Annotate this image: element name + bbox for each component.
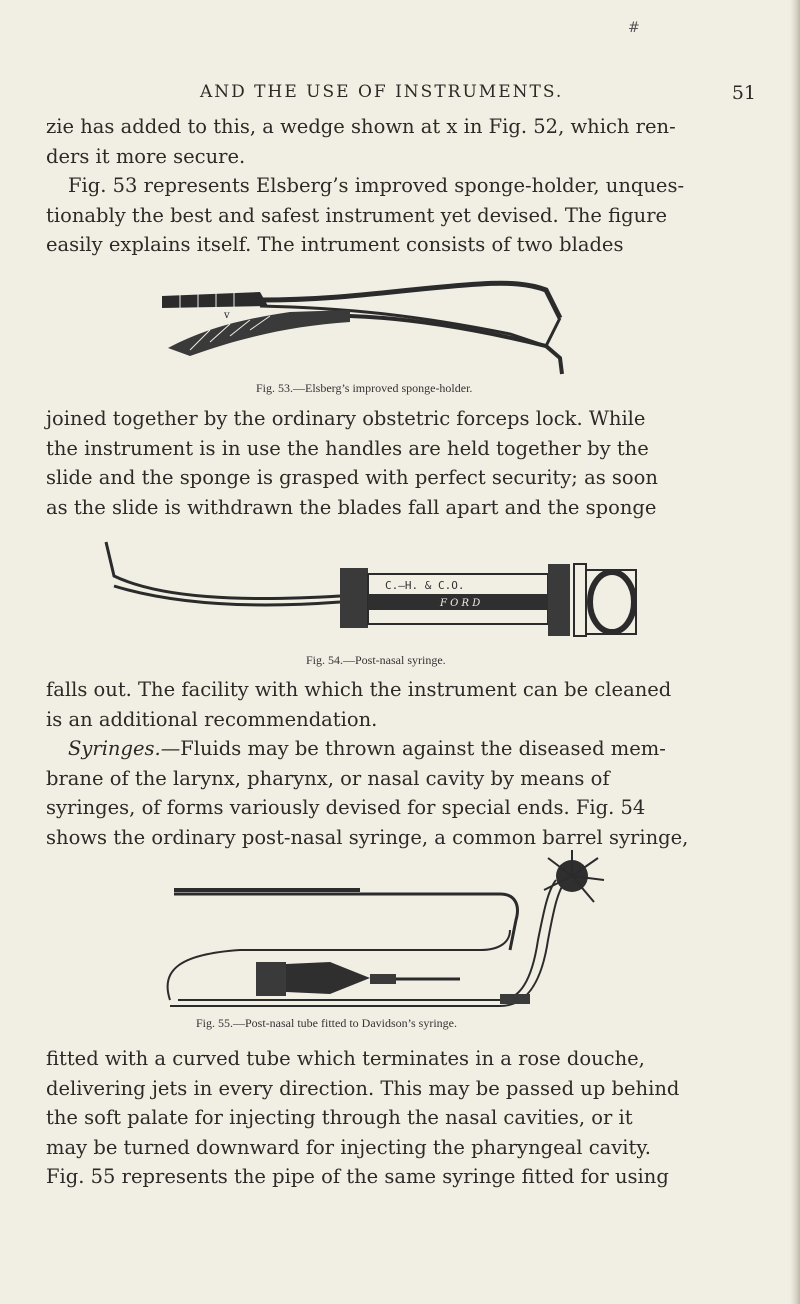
paragraph-1	[46, 112, 760, 260]
barrel-maker-mark: C.—H. & C.O.	[385, 579, 465, 592]
paragraph-3	[46, 675, 760, 852]
text-line: brane of the larynx, pharynx, or nasal cavity by means of	[46, 766, 610, 790]
text-line: slide and the sponge is grasped with perfect security; as soon	[46, 466, 658, 489]
text-line	[46, 734, 760, 764]
barrel-maker-mark-2: F O R D	[440, 598, 481, 609]
figure-55-caption: Fig. 55.—Post-nasal tube fitted to Davidson’s syringe.	[196, 1016, 457, 1030]
text-line: the instrument is in use the handles are held together by the	[46, 436, 649, 460]
text-fragment: —Fluids may be thrown against the diseased mem-	[160, 737, 666, 760]
text-line: ders it more secure.	[46, 144, 246, 168]
davidson-syringe-tube-illustration	[160, 850, 630, 1010]
corner-mark: #	[628, 20, 640, 36]
running-header	[46, 82, 756, 106]
page-number: 51	[731, 82, 756, 104]
running-title: AND THE USE OF INSTRUMENTS.	[200, 82, 564, 102]
text-line: delivering jets in every direction. This may be passed up behind	[46, 1076, 680, 1100]
text-line: as the slide is withdrawn the blades fall apart and the sponge	[46, 495, 657, 519]
text-line: syringes, of forms variously devised for special ends. Fig. 54	[46, 796, 646, 819]
text-line: joined together by the ordinary obstetric forceps lock. While	[46, 407, 646, 430]
sponge-holder-illustration	[150, 278, 620, 378]
fig53-mark-label: v	[224, 310, 230, 321]
text-line: Fig. 53 represents Elsberg’s improved sponge-holder, unques-	[68, 174, 685, 197]
text-line: zie has added to this, a wedge shown at x in Fig. 52, which ren-	[46, 115, 676, 138]
text-line: is an additional recommendation.	[46, 707, 378, 731]
paragraph-5	[46, 1044, 760, 1192]
figure-54-caption: Fig. 54.—Post-nasal syringe.	[306, 653, 446, 667]
section-lead: Syringes.	[68, 737, 161, 760]
page-edge	[790, 0, 800, 1304]
text-line: tionably the best and safest instrument yet devised. The figure	[46, 203, 668, 227]
text-line: falls out. The facility with which the instrument can be cleaned	[46, 678, 672, 701]
paragraph-2	[46, 404, 760, 522]
text-line: easily explains itself. The intrument consists of two blades	[46, 233, 624, 256]
text-line: may be turned downward for injecting the pharyngeal cavity.	[46, 1135, 651, 1159]
figure-53-caption: Fig. 53.—Elsberg’s improved sponge-holder.	[256, 381, 473, 395]
text-line: shows the ordinary post-nasal syringe, a common barrel syringe,	[46, 825, 689, 849]
text-line: Fig. 55 represents the pipe of the same syringe fitted for using	[46, 1165, 669, 1188]
text-line: fitted with a curved tube which terminates in a rose douche,	[46, 1047, 645, 1070]
post-nasal-syringe-illustration	[100, 536, 640, 646]
text-line: the soft palate for injecting through the nasal cavities, or it	[46, 1106, 633, 1129]
